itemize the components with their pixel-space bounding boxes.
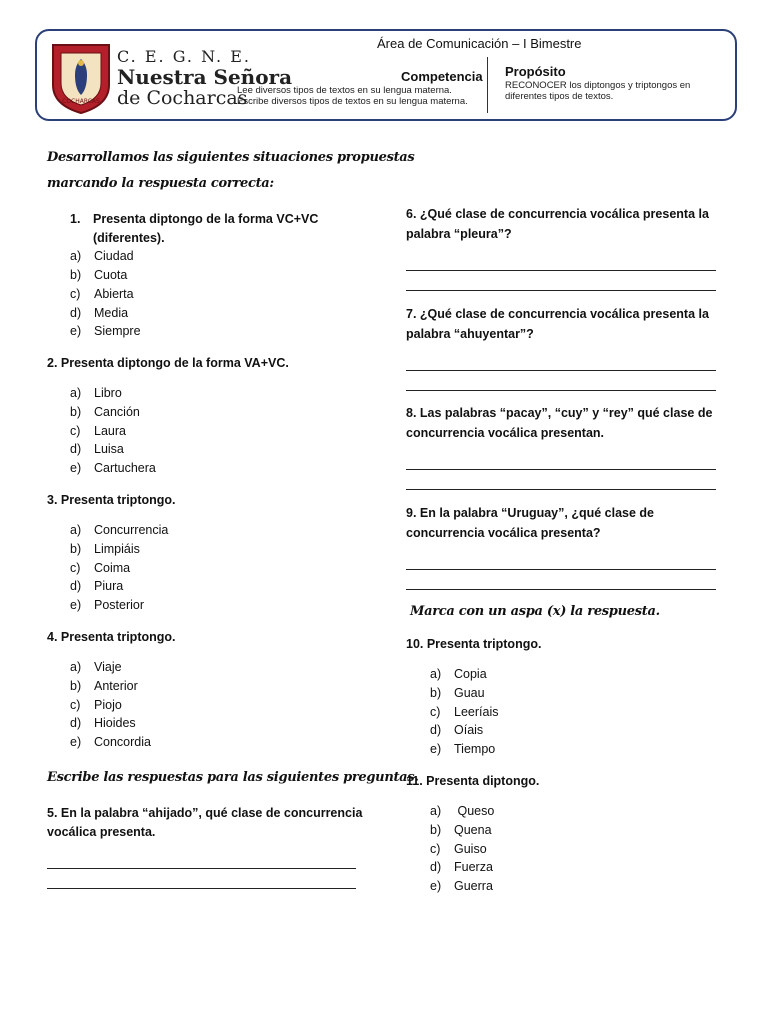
q4-option-a[interactable]: a) Viaje: [70, 660, 122, 674]
q2-option-a[interactable]: a) Libro: [70, 386, 122, 400]
q10-option-b[interactable]: b) Guau: [430, 686, 485, 700]
q2-option-c[interactable]: c) Laura: [70, 424, 126, 438]
q3-option-e[interactable]: e) Posterior: [70, 598, 145, 612]
school-name-line2: de Cocharcas: [117, 87, 248, 109]
q5-text-line2: vocálica presenta.: [47, 825, 156, 839]
q1-option-b[interactable]: b) Cuota: [70, 268, 128, 282]
q8-answer-line-2[interactable]: [406, 489, 716, 490]
school-name-line1: Nuestra Señora: [117, 65, 293, 89]
q10-option-e[interactable]: e) Tiempo: [430, 742, 496, 756]
competencia-title: Competencia: [401, 69, 483, 84]
q1-option-c[interactable]: c) Abierta: [70, 287, 134, 301]
school-abbreviation: C. E. G. N. E.: [117, 47, 251, 66]
svg-text:COCHARCAS: COCHARCAS: [62, 98, 100, 105]
q1-number: 1.: [70, 212, 81, 226]
q1-option-e[interactable]: e) Siempre: [70, 324, 141, 338]
competencia-line-2: Escribe diversos tipos de textos en su lengua materna.: [237, 96, 468, 107]
q11-option-a[interactable]: a) Queso: [430, 804, 495, 818]
q8-answer-line-1[interactable]: [406, 469, 716, 470]
q7-text-line1: 7. ¿Qué clase de concurrencia vocálica presenta la: [406, 307, 709, 321]
q9-answer-line-2[interactable]: [406, 589, 716, 590]
q4-option-b[interactable]: b) Anterior: [70, 679, 138, 693]
q4-option-c[interactable]: c) Piojo: [70, 698, 122, 712]
q6-text-line2: palabra “pleura”?: [406, 227, 512, 241]
q2-option-d[interactable]: d) Luisa: [70, 442, 124, 456]
q10-option-c[interactable]: c) Leeríais: [430, 705, 499, 719]
proposito-title: Propósito: [505, 64, 566, 79]
q9-answer-line-1[interactable]: [406, 569, 716, 570]
q1-option-d[interactable]: d) Media: [70, 306, 129, 320]
q7-answer-line-1[interactable]: [406, 370, 716, 371]
header-divider: [487, 57, 488, 113]
q1-text-line2: (diferentes).: [93, 231, 165, 245]
q3-option-c[interactable]: c) Coima: [70, 561, 131, 575]
write-answers-instruction: Escribe las respuestas para las siguientes preguntas.: [47, 770, 419, 785]
q6-answer-line-1[interactable]: [406, 270, 716, 271]
q11-option-c[interactable]: c) Guiso: [430, 842, 487, 856]
q4-option-d[interactable]: d) Hioides: [70, 716, 136, 730]
proposito-line-2: diferentes tipos de textos.: [505, 91, 614, 102]
q1-text-line1: Presenta diptongo de la forma VC+VC: [93, 212, 319, 226]
q9-text-line2: concurrencia vocálica presenta?: [406, 526, 601, 540]
q8-text-line2: concurrencia vocálica presentan.: [406, 426, 605, 440]
q4-text: 4. Presenta triptongo.: [47, 630, 176, 644]
q7-answer-line-2[interactable]: [406, 390, 716, 391]
q11-option-b[interactable]: b) Quena: [430, 823, 492, 837]
q6-text-line1: 6. ¿Qué clase de concurrencia vocálica presenta la: [406, 207, 709, 221]
q11-option-e[interactable]: e) Guerra: [430, 879, 493, 893]
area-title: Área de Comunicación – I Bimestre: [377, 36, 582, 51]
q11-text: 11. Presenta diptongo.: [406, 774, 540, 788]
q8-text-line1: 8. Las palabras “pacay”, “cuy” y “rey” qué clase de: [406, 406, 713, 420]
q1-option-a[interactable]: a) Ciudad: [70, 249, 134, 263]
q3-option-d[interactable]: d) Piura: [70, 579, 124, 593]
q11-option-d[interactable]: d) Fuerza: [430, 860, 493, 874]
q6-answer-line-2[interactable]: [406, 290, 716, 291]
q3-text: 3. Presenta triptongo.: [47, 493, 176, 507]
document-header: [35, 29, 737, 121]
q2-option-e[interactable]: e) Cartuchera: [70, 461, 156, 475]
competencia-line-1: Lee diversos tipos de textos en su lengua materna.: [237, 85, 452, 96]
intro-line-2: marcando la respuesta correcta:: [47, 176, 274, 191]
intro-line-1: Desarrollamos las siguientes situaciones propuestas: [47, 150, 415, 165]
q2-text: 2. Presenta diptongo de la forma VA+VC.: [47, 356, 289, 370]
mark-x-instruction: Marca con un aspa (x) la respuesta.: [410, 604, 660, 619]
school-crest-icon: [49, 41, 113, 115]
q7-text-line2: palabra “ahuyentar”?: [406, 327, 534, 341]
proposito-line-1: RECONOCER los diptongos y triptongos en: [505, 80, 691, 91]
q10-option-d[interactable]: d) Oíais: [430, 723, 484, 737]
q5-answer-line-1[interactable]: [47, 868, 356, 869]
q4-option-e[interactable]: e) Concordia: [70, 735, 151, 749]
q5-answer-line-2[interactable]: [47, 888, 356, 889]
q3-option-b[interactable]: b) Limpiáis: [70, 542, 140, 556]
q2-option-b[interactable]: b) Canción: [70, 405, 140, 419]
q10-text: 10. Presenta triptongo.: [406, 637, 542, 651]
q5-text-line1: 5. En la palabra “ahijado”, qué clase de concurrencia: [47, 806, 363, 820]
q10-option-a[interactable]: a) Copia: [430, 667, 487, 681]
q9-text-line1: 9. En la palabra “Uruguay”, ¿qué clase de: [406, 506, 654, 520]
q3-option-a[interactable]: a) Concurrencia: [70, 523, 169, 537]
